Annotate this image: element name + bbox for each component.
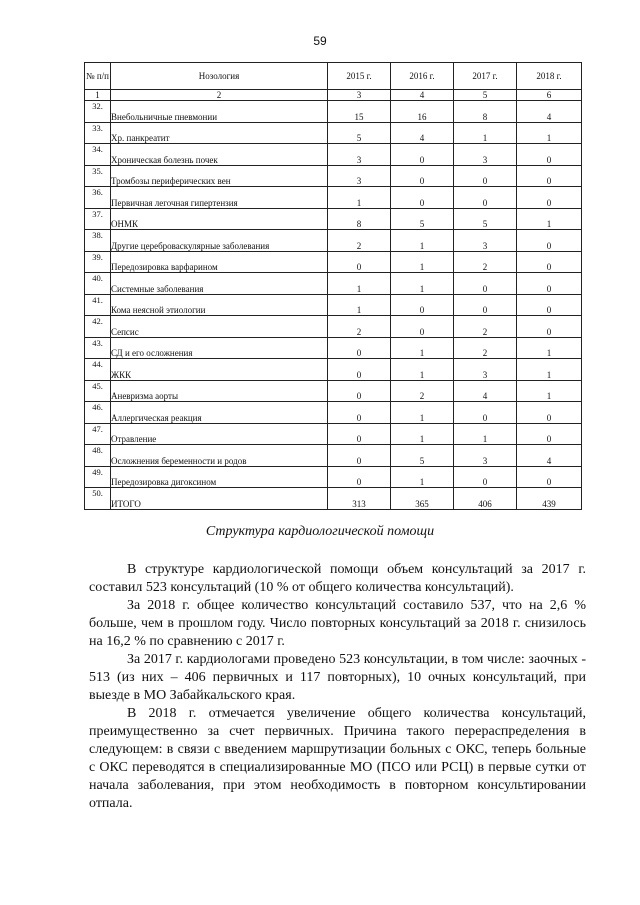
value-2017: 5 (454, 208, 517, 230)
value-2015: 0 (328, 423, 391, 445)
table-row (85, 402, 582, 424)
value-2015: 0 (328, 466, 391, 488)
row-number: 44. (85, 359, 111, 381)
value-2018: 1 (517, 359, 582, 381)
value-2018: 0 (517, 187, 582, 209)
table-row (85, 337, 582, 359)
value-2017: 1 (454, 423, 517, 445)
value-2018: 1 (517, 208, 582, 230)
column-index: 4 (391, 90, 454, 101)
table-row (85, 294, 582, 316)
table-row (85, 380, 582, 402)
nosology-name: Передозировка варфарином (111, 251, 328, 273)
nosology-name: Кома неясной этиологии (111, 294, 328, 316)
value-2018: 0 (517, 402, 582, 424)
row-number: 43. (85, 337, 111, 359)
header-num: № п/п (85, 63, 111, 90)
value-2015: 313 (328, 488, 391, 510)
row-number: 47. (85, 423, 111, 445)
row-number: 40. (85, 273, 111, 295)
nosology-name: Внебольничные пневмонии (111, 101, 328, 123)
nosology-name: Осложнения беременности и родов (111, 445, 328, 467)
row-number: 42. (85, 316, 111, 338)
column-index: 1 (85, 90, 111, 101)
row-number: 45. (85, 380, 111, 402)
value-2015: 0 (328, 251, 391, 273)
value-2015: 2 (328, 230, 391, 252)
value-2018: 1 (517, 380, 582, 402)
column-index: 5 (454, 90, 517, 101)
value-2016: 0 (391, 165, 454, 187)
value-2018: 1 (517, 337, 582, 359)
column-index-row (85, 90, 582, 101)
value-2015: 1 (328, 273, 391, 295)
value-2018: 0 (517, 466, 582, 488)
nosology-name: Системные заболевания (111, 273, 328, 295)
value-2015: 0 (328, 402, 391, 424)
table-row (85, 230, 582, 252)
value-2016: 0 (391, 316, 454, 338)
row-number: 34. (85, 144, 111, 166)
table-row (85, 144, 582, 166)
value-2015: 8 (328, 208, 391, 230)
nosology-table (84, 62, 582, 510)
value-2016: 1 (391, 337, 454, 359)
value-2016: 5 (391, 208, 454, 230)
value-2017: 0 (454, 466, 517, 488)
value-2017: 3 (454, 445, 517, 467)
value-2017: 406 (454, 488, 517, 510)
row-number: 37. (85, 208, 111, 230)
row-number: 41. (85, 294, 111, 316)
row-number: 33. (85, 122, 111, 144)
nosology-name: Сепсис (111, 316, 328, 338)
value-2016: 1 (391, 402, 454, 424)
table-row (85, 273, 582, 295)
value-2017: 4 (454, 380, 517, 402)
table-row (85, 101, 582, 123)
value-2018: 4 (517, 101, 582, 123)
row-number: 49. (85, 466, 111, 488)
table-row (85, 208, 582, 230)
row-number: 50. (85, 488, 111, 510)
column-index: 6 (517, 90, 582, 101)
column-index: 2 (111, 90, 328, 101)
value-2017: 0 (454, 165, 517, 187)
value-2015: 0 (328, 359, 391, 381)
table-row (85, 445, 582, 467)
paragraph: За 2017 г. кардиологами проведено 523 консультации, в том числе: заочных - 513 (из них – 406 первичных и 117 повторных), 10 очных консультаций, при выезде в МО Забайкальского края. (89, 652, 586, 703)
value-2017: 3 (454, 230, 517, 252)
value-2017: 0 (454, 187, 517, 209)
value-2018: 0 (517, 294, 582, 316)
table-row (85, 359, 582, 381)
nosology-name: ИТОГО (111, 488, 328, 510)
value-2015: 2 (328, 316, 391, 338)
table-row (85, 488, 582, 510)
nosology-name: Аневризма аорты (111, 380, 328, 402)
value-2016: 2 (391, 380, 454, 402)
table-row (85, 187, 582, 209)
value-2018: 0 (517, 316, 582, 338)
value-2017: 8 (454, 101, 517, 123)
table-row (85, 466, 582, 488)
value-2016: 0 (391, 187, 454, 209)
value-2015: 3 (328, 165, 391, 187)
value-2015: 3 (328, 144, 391, 166)
value-2015: 5 (328, 122, 391, 144)
row-number: 48. (85, 445, 111, 467)
value-2017: 0 (454, 273, 517, 295)
value-2016: 5 (391, 445, 454, 467)
nosology-name: Другие цереброваскулярные заболевания (111, 230, 328, 252)
value-2015: 1 (328, 187, 391, 209)
section-title: Структура кардиологической помощи (205, 524, 435, 539)
value-2018: 439 (517, 488, 582, 510)
nosology-name: Хр. панкреатит (111, 122, 328, 144)
value-2016: 1 (391, 423, 454, 445)
value-2018: 0 (517, 144, 582, 166)
row-number: 38. (85, 230, 111, 252)
page-number: 59 (313, 34, 327, 48)
value-2017: 2 (454, 251, 517, 273)
nosology-name: СД и его осложнения (111, 337, 328, 359)
table-row (85, 316, 582, 338)
value-2017: 2 (454, 316, 517, 338)
value-2018: 0 (517, 230, 582, 252)
value-2015: 15 (328, 101, 391, 123)
paragraph: В структуре кардиологической помощи объем консультаций за 2017 г. составил 523 консультаций (10 % от общего количества консультаций). (89, 562, 586, 595)
table-row (85, 165, 582, 187)
table-row (85, 122, 582, 144)
nosology-name: ОНМК (111, 208, 328, 230)
value-2018: 0 (517, 165, 582, 187)
column-index: 3 (328, 90, 391, 101)
nosology-name: Первичная легочная гипертензия (111, 187, 328, 209)
header-2016: 2016 г. (391, 63, 454, 90)
value-2016: 1 (391, 466, 454, 488)
value-2016: 16 (391, 101, 454, 123)
table-header-row (85, 63, 582, 90)
paragraph: За 2018 г. общее количество консультаций составило 537, что на 2,6 % больше, чем в прошлом году. Число повторных консультаций за 2018 г. снизилось на 16,2 % по сравнению с 2017 г. (89, 598, 586, 649)
header-2018: 2018 г. (517, 63, 582, 90)
value-2016: 1 (391, 273, 454, 295)
value-2015: 0 (328, 445, 391, 467)
row-number: 46. (85, 402, 111, 424)
value-2016: 365 (391, 488, 454, 510)
nosology-name: Передозировка дигоксином (111, 466, 328, 488)
value-2017: 0 (454, 294, 517, 316)
value-2017: 2 (454, 337, 517, 359)
nosology-name: Аллергическая реакция (111, 402, 328, 424)
value-2018: 1 (517, 122, 582, 144)
nosology-name: ЖКК (111, 359, 328, 381)
value-2017: 1 (454, 122, 517, 144)
value-2015: 0 (328, 337, 391, 359)
value-2016: 1 (391, 230, 454, 252)
value-2018: 4 (517, 445, 582, 467)
header-nosology: Нозология (111, 63, 328, 90)
table-row (85, 251, 582, 273)
value-2015: 1 (328, 294, 391, 316)
value-2016: 4 (391, 122, 454, 144)
table-row (85, 423, 582, 445)
header-2015: 2015 г. (328, 63, 391, 90)
value-2018: 0 (517, 423, 582, 445)
paragraph: В 2018 г. отмечается увеличение общего количества консультаций, преимущественно за счет первичных. Причина такого перераспределения в следующем: в связи с введением маршрутизации больных с ОКС, теперь больные с ОКС переводятся в специализированные МО (ПСО или РСЦ) в первые сутки от начала заболевания, при этом необходимость в повторном консультировании отпала. (89, 706, 586, 811)
value-2015: 0 (328, 380, 391, 402)
value-2017: 3 (454, 359, 517, 381)
header-2017: 2017 г. (454, 63, 517, 90)
value-2016: 1 (391, 359, 454, 381)
row-number: 39. (85, 251, 111, 273)
value-2018: 0 (517, 273, 582, 295)
value-2016: 0 (391, 144, 454, 166)
value-2017: 3 (454, 144, 517, 166)
nosology-name: Отравление (111, 423, 328, 445)
value-2016: 1 (391, 251, 454, 273)
row-number: 35. (85, 165, 111, 187)
value-2017: 0 (454, 402, 517, 424)
value-2018: 0 (517, 251, 582, 273)
row-number: 32. (85, 101, 111, 123)
row-number: 36. (85, 187, 111, 209)
value-2016: 0 (391, 294, 454, 316)
nosology-name: Тромбозы периферических вен (111, 165, 328, 187)
nosology-name: Хроническая болезнь почек (111, 144, 328, 166)
